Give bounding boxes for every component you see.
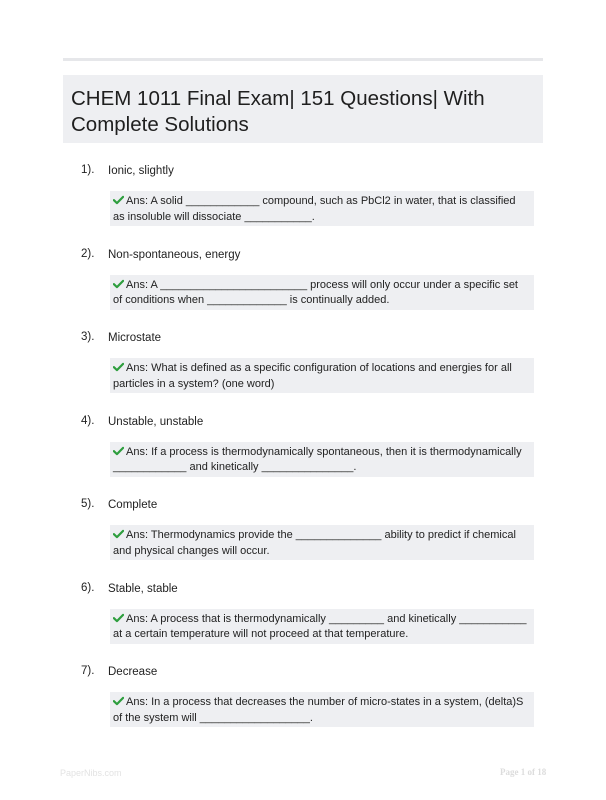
answer-box (110, 609, 534, 644)
question-term: Non-spontaneous, energy (108, 248, 241, 261)
page-title: CHEM 1011 Final Exam| 151 Questions| With Complete Solutions (71, 87, 485, 136)
check-icon (113, 613, 124, 623)
check-icon (113, 529, 124, 539)
answer-text: Ans: A solid ____________ compound, such as PbCl2 in water, that is classified as insoluble will dissociate ___________. (113, 195, 516, 223)
question-term: Complete (108, 499, 158, 511)
answer-text: Ans: A process that is thermodynamically _________ and kinetically ___________ at a certain temperature will not proceed at that temperature. (113, 612, 527, 640)
title-banner (63, 75, 543, 143)
top-divider (63, 58, 543, 61)
check-icon (113, 696, 124, 706)
check-icon (113, 195, 124, 205)
answer-box (110, 275, 534, 310)
question-term: Unstable, unstable (108, 415, 204, 428)
answer-box (110, 692, 534, 727)
check-icon (113, 279, 124, 289)
footer-site: PaperNibs.com (60, 768, 122, 778)
question-number: 4). (81, 414, 95, 427)
question-number: 7). (81, 665, 95, 677)
answer-text: Ans: If a process is thermodynamically spontaneous, then it is thermodynamically ____________ and kinetically _______________. (113, 445, 522, 473)
answer-text: Ans: A ________________________ process will only occur under a specific set of conditions when _____________ is continually added. (113, 278, 518, 306)
question-number: 5). (81, 498, 95, 510)
question-term: Stable, stable (108, 582, 178, 595)
question-term: Ionic, slightly (108, 165, 174, 177)
question-term: Microstate (108, 332, 162, 344)
answer-text: Ans: What is defined as a specific configuration of locations and energies for all particles in a system? (one word) (113, 362, 512, 390)
footer-page-number: Page 1 of 18 (500, 767, 547, 777)
question-number: 1). (81, 164, 95, 176)
question-number: 6). (81, 581, 95, 594)
question-number: 3). (81, 331, 95, 343)
answer-box (110, 358, 534, 393)
answer-text: Ans: Thermodynamics provide the ______________ ability to predict if chemical and physical changes will occur. (113, 529, 516, 557)
check-icon (113, 446, 124, 456)
answer-box (110, 442, 534, 477)
answer-box (110, 191, 534, 226)
answer-text: Ans: In a process that decreases the number of micro-states in a system, (delta)S of the system will __________________. (113, 696, 524, 724)
answer-box (110, 525, 534, 560)
question-number: 2). (81, 247, 95, 260)
question-term: Decrease (108, 666, 158, 678)
check-icon (113, 362, 124, 372)
